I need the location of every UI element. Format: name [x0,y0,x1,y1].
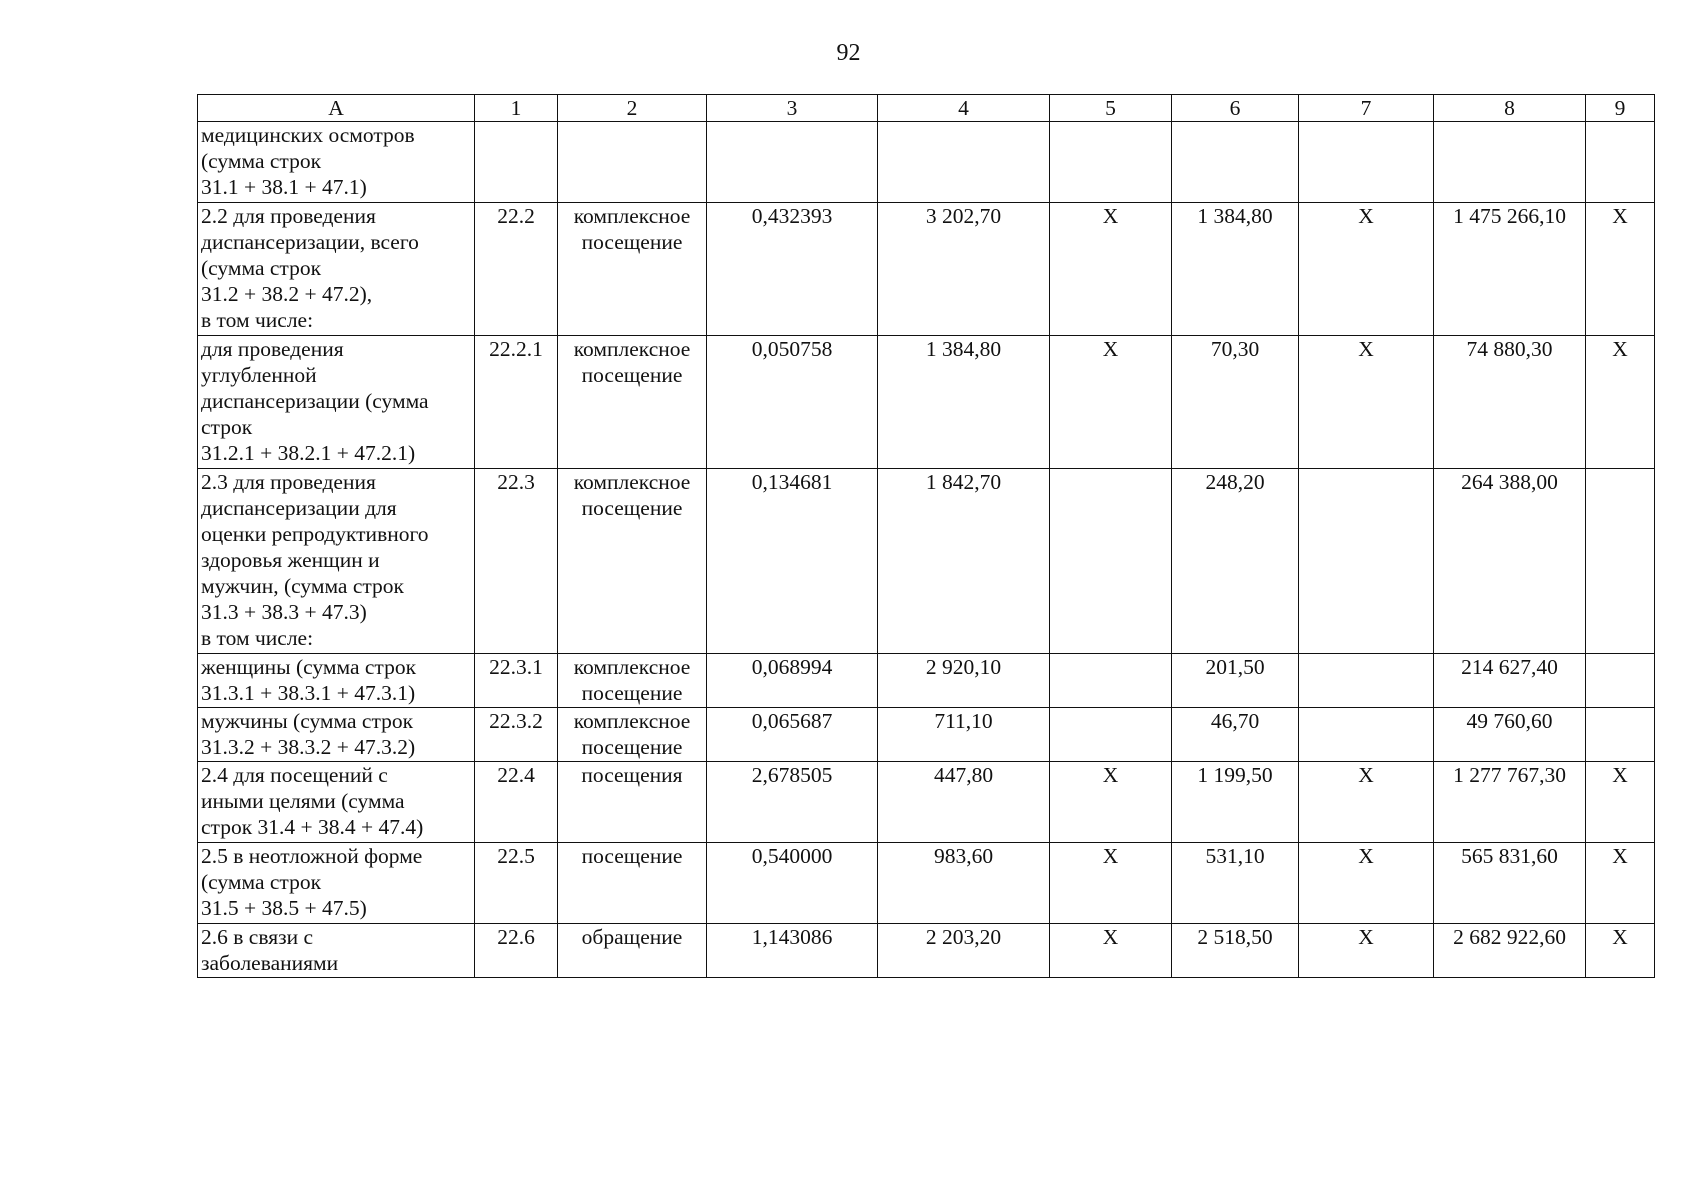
value-cell: Х [1299,336,1434,469]
value-cell: 0,134681 [707,469,878,654]
row-name-cell: мужчины (сумма строк 31.3.2 + 38.3.2 + 47.3.2) [198,708,475,762]
row-name-cell: 2.3 для проведения диспансеризации для оценки репродуктивного здоровья женщин и мужчин, (сумма строк 31.3 + 38.3 + 47.3) в том числе: [198,469,475,654]
value-cell: 49 760,60 [1434,708,1586,762]
value-cell: Х [1299,203,1434,336]
value-cell: Х [1586,336,1655,469]
row-name-cell: 2.4 для посещений с иными целями (сумма строк 31.4 + 38.4 + 47.4) [198,762,475,843]
value-cell: Х [1299,843,1434,924]
value-cell: Х [1050,203,1172,336]
value-cell [1299,122,1434,203]
row-unit-cell: комплексное посещение [558,708,707,762]
row-name-cell: 2.6 в связи с заболеваниями [198,924,475,978]
value-cell: 1 384,80 [1172,203,1299,336]
value-cell: 983,60 [878,843,1050,924]
row-name-cell: женщины (сумма строк 31.3.1 + 38.3.1 + 47.3.1) [198,654,475,708]
value-cell: Х [1050,924,1172,978]
value-cell [1299,469,1434,654]
value-cell: Х [1586,203,1655,336]
table-header-row [198,95,1655,122]
row-unit-cell: посещения [558,762,707,843]
value-cell: 2 920,10 [878,654,1050,708]
row-code-cell: 22.3.2 [475,708,558,762]
value-cell [1586,122,1655,203]
table-row [198,469,1655,654]
row-unit-cell: комплексное посещение [558,336,707,469]
value-cell: Х [1299,924,1434,978]
value-cell: Х [1299,762,1434,843]
value-cell [1050,654,1172,708]
row-code-cell: 22.5 [475,843,558,924]
value-cell: 264 388,00 [1434,469,1586,654]
column-header: 5 [1050,95,1172,122]
value-cell: 1 842,70 [878,469,1050,654]
value-cell: 1 384,80 [878,336,1050,469]
row-code-cell: 22.4 [475,762,558,843]
value-cell: Х [1050,336,1172,469]
column-header: 8 [1434,95,1586,122]
value-cell [1050,122,1172,203]
row-unit-cell: комплексное посещение [558,203,707,336]
column-header: 2 [558,95,707,122]
column-header: 6 [1172,95,1299,122]
value-cell [1299,708,1434,762]
value-cell: 46,70 [1172,708,1299,762]
value-cell: 0,432393 [707,203,878,336]
value-cell [1172,122,1299,203]
column-header: 7 [1299,95,1434,122]
value-cell [1299,654,1434,708]
value-cell: 711,10 [878,708,1050,762]
column-header: 1 [475,95,558,122]
row-code-cell: 22.3.1 [475,654,558,708]
value-cell: 2 518,50 [1172,924,1299,978]
row-unit-cell: комплексное посещение [558,654,707,708]
table-row [198,122,1655,203]
value-cell: 565 831,60 [1434,843,1586,924]
table-row [198,708,1655,762]
column-header: 9 [1586,95,1655,122]
value-cell [1586,654,1655,708]
value-cell: 1 475 266,10 [1434,203,1586,336]
column-header: 3 [707,95,878,122]
value-cell: 248,20 [1172,469,1299,654]
value-cell [1050,708,1172,762]
value-cell: 74 880,30 [1434,336,1586,469]
row-code-cell: 22.3 [475,469,558,654]
value-cell: Х [1050,762,1172,843]
value-cell [1434,122,1586,203]
row-unit-cell: обращение [558,924,707,978]
row-code-cell: 22.2.1 [475,336,558,469]
row-code-cell: 22.2 [475,203,558,336]
table-row [198,843,1655,924]
value-cell: 0,065687 [707,708,878,762]
value-cell: 3 202,70 [878,203,1050,336]
value-cell [1586,708,1655,762]
data-table [197,94,1655,978]
row-unit-cell [558,122,707,203]
table-row [198,924,1655,978]
value-cell: 1 199,50 [1172,762,1299,843]
table-row [198,654,1655,708]
value-cell: 0,540000 [707,843,878,924]
page-number: 92 [836,40,861,66]
value-cell: 1,143086 [707,924,878,978]
value-cell: 0,068994 [707,654,878,708]
value-cell [1050,469,1172,654]
row-name-cell: 2.5 в неотложной форме (сумма строк 31.5 + 38.5 + 47.5) [198,843,475,924]
value-cell: 1 277 767,30 [1434,762,1586,843]
value-cell [1586,469,1655,654]
value-cell: 531,10 [1172,843,1299,924]
value-cell: Х [1586,924,1655,978]
column-header: 4 [878,95,1050,122]
value-cell: 2 203,20 [878,924,1050,978]
value-cell: 0,050758 [707,336,878,469]
row-code-cell: 22.6 [475,924,558,978]
row-code-cell [475,122,558,203]
table-row [198,762,1655,843]
value-cell: 2,678505 [707,762,878,843]
value-cell [878,122,1050,203]
column-header: А [198,95,475,122]
table-row [198,336,1655,469]
row-name-cell: медицинских осмотров (сумма строк 31.1 + 38.1 + 47.1) [198,122,475,203]
row-unit-cell: комплексное посещение [558,469,707,654]
row-name-cell: 2.2 для проведения диспансеризации, всего (сумма строк 31.2 + 38.2 + 47.2), в том числе: [198,203,475,336]
value-cell: 201,50 [1172,654,1299,708]
row-name-cell: для проведения углубленной диспансеризации (сумма строк 31.2.1 + 38.2.1 + 47.2.1) [198,336,475,469]
value-cell: Х [1050,843,1172,924]
value-cell: 214 627,40 [1434,654,1586,708]
value-cell: 2 682 922,60 [1434,924,1586,978]
value-cell: Х [1586,762,1655,843]
row-unit-cell: посещение [558,843,707,924]
table-row [198,203,1655,336]
value-cell: 447,80 [878,762,1050,843]
value-cell [707,122,878,203]
value-cell: Х [1586,843,1655,924]
value-cell: 70,30 [1172,336,1299,469]
